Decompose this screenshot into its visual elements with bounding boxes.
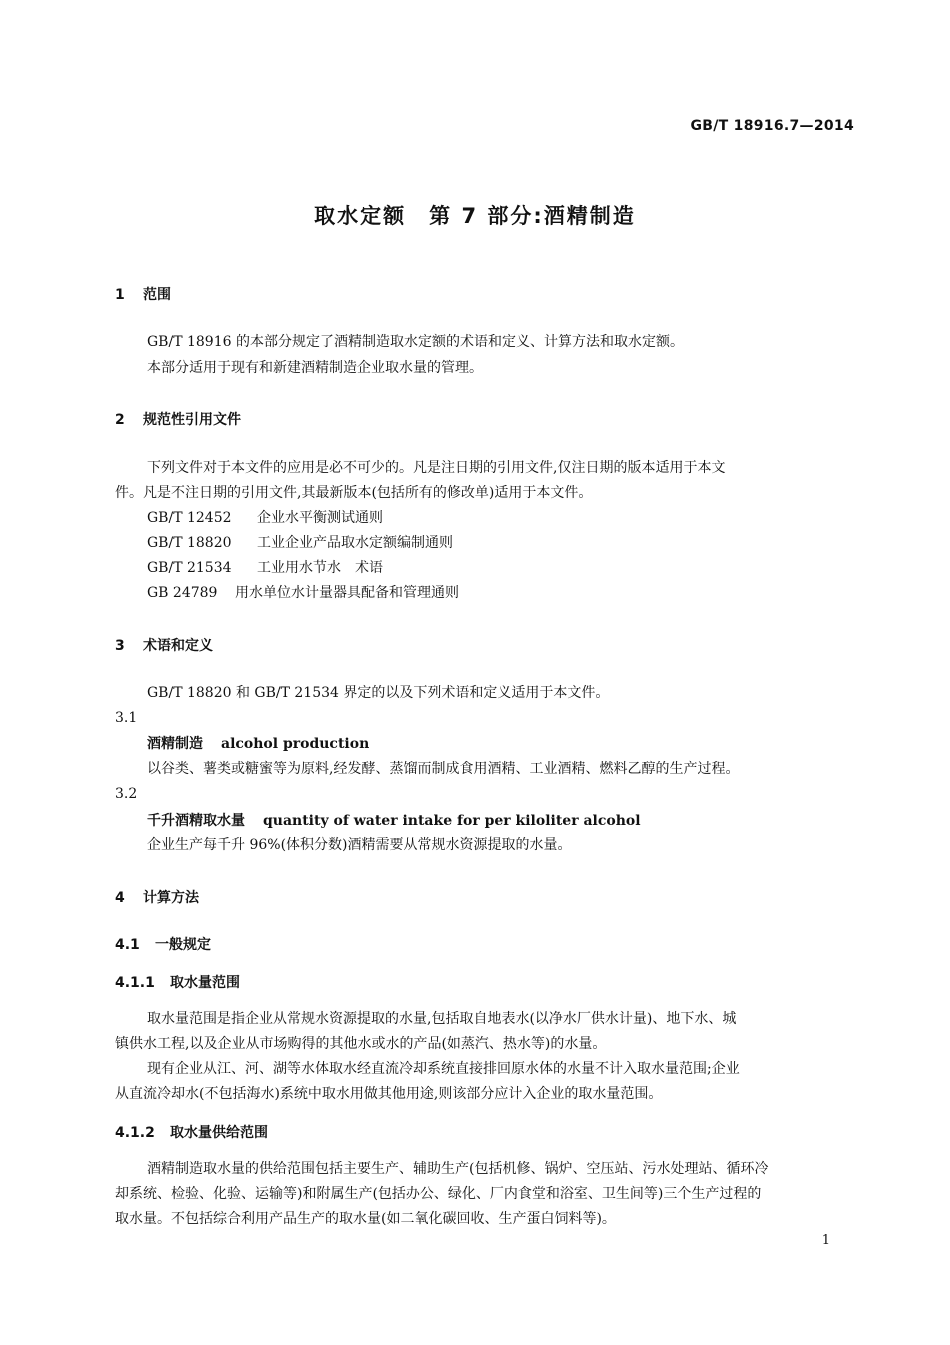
reference-code: GB 24789	[147, 585, 218, 601]
section-number: 4.1.2	[115, 1125, 155, 1141]
reference-code: GB/T 12452	[147, 510, 232, 526]
paragraph: GB/T 18916 的本部分规定了酒精制造取水定额的术语和定义、计算方法和取水定额。	[147, 334, 684, 350]
paragraph: 却系统、检验、化验、运输等)和附属生产(包括办公、绿化、厂内食堂和浴室、卫生间等)三个生产过程的	[115, 1186, 762, 1202]
term-english: quantity of water intake for per kiloliter alcohol	[263, 813, 641, 829]
paragraph: 取水量。不包括综合利用产品生产的取水量(如二氧化碳回收、生产蛋白饲料等)。	[115, 1211, 616, 1227]
subsection-4-1-2-heading	[115, 1122, 268, 1142]
section-3-heading	[115, 635, 213, 655]
page-number: 1	[821, 1233, 830, 1248]
section-title: 计算方法	[143, 890, 199, 906]
section-number: 1	[115, 287, 125, 303]
reference-item	[147, 556, 383, 581]
paragraph: 本部分适用于现有和新建酒精制造企业取水量的管理。	[147, 360, 483, 376]
term-definition: 以谷类、薯类或糖蜜等为原料,经发酵、蒸馏而制成食用酒精、工业酒精、燃料乙醇的生产过程。	[147, 761, 740, 777]
section-title: 范围	[143, 287, 171, 303]
term-english: alcohol production	[221, 736, 370, 752]
section-title: 取水量范围	[170, 975, 240, 991]
paragraph: 件。凡是不注日期的引用文件,其最新版本(包括所有的修改单)适用于本文件。	[115, 485, 593, 501]
reference-item	[147, 506, 383, 531]
section-number: 4.1	[115, 937, 140, 953]
section-number: 2	[115, 412, 125, 428]
term-chinese: 千升酒精取水量	[147, 813, 245, 829]
section-2-heading	[115, 409, 241, 429]
reference-title: 企业水平衡测试通则	[257, 510, 383, 526]
section-title: 术语和定义	[143, 638, 213, 654]
term-chinese: 酒精制造	[147, 736, 203, 752]
term-definition: 企业生产每千升 96%(体积分数)酒精需要从常规水资源提取的水量。	[147, 837, 572, 853]
section-number: 4.1.1	[115, 975, 155, 991]
section-title: 取水量供给范围	[170, 1125, 268, 1141]
reference-title: 工业企业产品取水定额编制通则	[257, 535, 453, 551]
section-title: 一般规定	[155, 937, 211, 953]
reference-code: GB/T 18820	[147, 535, 232, 551]
subsection-4-1-1-heading	[115, 972, 240, 992]
term-number: 3.2	[115, 786, 138, 802]
paragraph: 取水量范围是指企业从常规水资源提取的水量,包括取自地表水(以净水厂供水计量)、地下水、城	[147, 1011, 737, 1027]
subsection-4-1-heading	[115, 934, 211, 954]
paragraph: 镇供水工程,以及企业从市场购得的其他水或水的产品(如蒸汽、热水等)的水量。	[115, 1036, 607, 1052]
term-entry	[147, 810, 641, 830]
paragraph: 酒精制造取水量的供给范围包括主要生产、辅助生产(包括机修、锅炉、空压站、污水处理站、循环冷	[147, 1161, 769, 1177]
reference-item	[147, 581, 459, 606]
document-title: 取水定额 第 7 部分:酒精制造	[314, 204, 636, 228]
section-title: 规范性引用文件	[143, 412, 241, 428]
term-entry	[147, 733, 369, 753]
reference-code: GB/T 21534	[147, 560, 232, 576]
paragraph: GB/T 18820 和 GB/T 21534 界定的以及下列术语和定义适用于本文件。	[147, 685, 610, 701]
paragraph: 下列文件对于本文件的应用是必不可少的。凡是注日期的引用文件,仅注日期的版本适用于本文	[147, 460, 726, 476]
section-4-heading	[115, 887, 199, 907]
reference-item	[147, 531, 453, 556]
section-1-heading	[115, 284, 171, 304]
paragraph: 现有企业从江、河、湖等水体取水经直流冷却系统直接排回原水体的水量不计入取水量范围;企业	[147, 1061, 740, 1077]
section-number: 4	[115, 890, 125, 906]
reference-title: 用水单位水计量器具配备和管理通则	[235, 585, 459, 601]
paragraph: 从直流冷却水(不包括海水)系统中取水用做其他用途,则该部分应计入企业的取水量范围。	[115, 1086, 663, 1102]
standard-code: GB/T 18916.7—2014	[690, 118, 854, 134]
section-number: 3	[115, 638, 125, 654]
term-number: 3.1	[115, 710, 138, 726]
reference-title: 工业用水节水 术语	[257, 560, 383, 576]
